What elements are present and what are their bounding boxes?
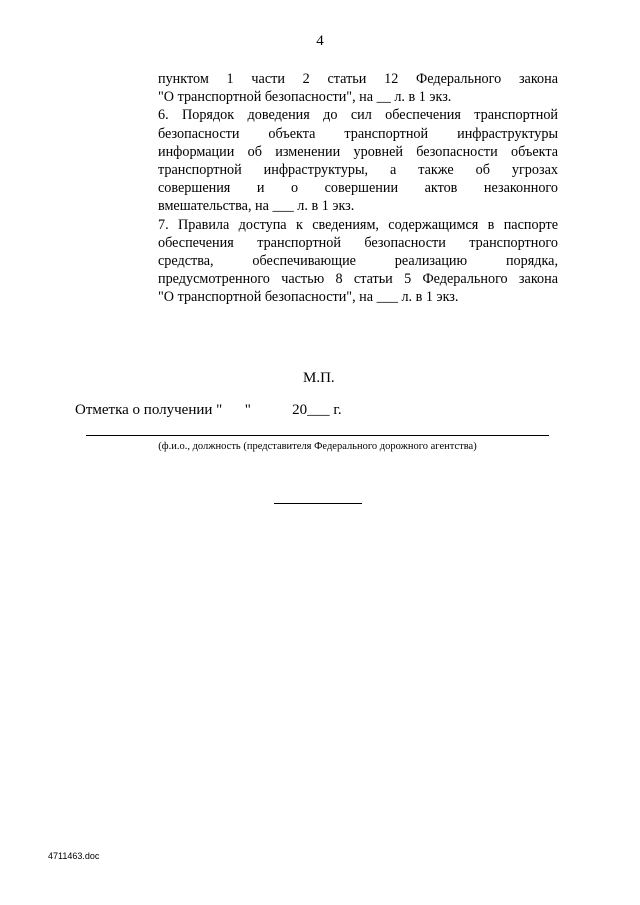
item-6-line-3: информации об изменении уровней безопасности объекта bbox=[158, 143, 558, 160]
document-file-id: 4711463.doc bbox=[48, 851, 100, 861]
item-5-line-1: пунктом 1 части 2 статьи 12 Федерального закона bbox=[158, 71, 558, 87]
signature-line bbox=[86, 435, 549, 436]
stamp-label: М.П. bbox=[303, 370, 335, 386]
page-number: 4 bbox=[316, 33, 324, 49]
item-7-line-3: средства, обеспечивающие реализацию порядка, bbox=[158, 252, 558, 269]
item-5-continuation bbox=[158, 70, 558, 106]
end-of-document-rule bbox=[274, 503, 362, 504]
signature-caption: (ф.и.о., должность (представителя Федерального дорожного агентства) bbox=[158, 441, 477, 452]
item-6 bbox=[158, 106, 558, 215]
item-6-line-6: вмешательства, на ___ л. в 1 экз. bbox=[158, 198, 355, 215]
item-7-line-2: обеспечения транспортной безопасности транспортного bbox=[158, 234, 558, 251]
item-7-line-1: 7. Правила доступа к сведениям, содержащимся в паспорте bbox=[158, 216, 558, 233]
item-7-line-5: "О транспортной безопасности", на ___ л. в 1 экз. bbox=[158, 289, 459, 306]
item-6-line-2: безопасности объекта транспортной инфраструктуры bbox=[158, 125, 558, 142]
item-7-line-4: предусмотренного частью 8 статьи 5 Федерального закона bbox=[158, 271, 558, 288]
receipt-mark-line: Отметка о получении " " 20___ г. bbox=[75, 402, 342, 418]
item-7 bbox=[158, 216, 558, 307]
item-5-line-2: "О транспортной безопасности", на __ л. в 1 экз. bbox=[158, 89, 452, 106]
item-6-line-1: 6. Порядок доведения до сил обеспечения транспортной bbox=[158, 107, 558, 124]
item-6-line-5: совершения и о совершении актов незаконного bbox=[158, 180, 558, 197]
item-6-line-4: транспортной инфраструктуры, а также об угрозах bbox=[158, 161, 558, 178]
